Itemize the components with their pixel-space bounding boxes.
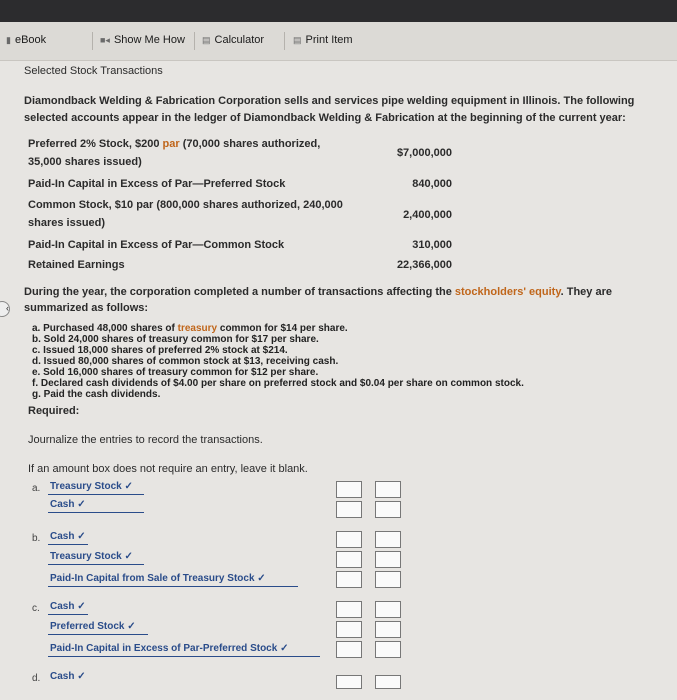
print-item-label: Print Item (305, 34, 353, 46)
debit-amount-input[interactable] (336, 675, 362, 689)
video-icon: ■◂ (100, 34, 110, 45)
account-apic-preferred: Paid-In Capital in Excess of Par—Preferred Stock (28, 178, 286, 190)
credit-amount-input[interactable] (375, 641, 401, 658)
divider (48, 634, 148, 635)
credit-amount-input[interactable] (375, 481, 401, 498)
previous-arrow-icon[interactable]: ‹ (0, 301, 10, 317)
intro-text: Diamondback Welding & Fabrication Corporation sells and services pipe welding equipment in Illinois. The following (24, 95, 635, 107)
entry-letter-a: a. (32, 483, 41, 494)
section-title: Selected Stock Transactions (24, 65, 163, 77)
check-icon: ✓ (127, 621, 136, 632)
check-icon: ✓ (77, 671, 86, 682)
check-icon: ✓ (257, 573, 266, 584)
transaction-c: c. Issued 18,000 shares of preferred 2% stock at $214. (32, 345, 288, 356)
calculator-icon: ▤ (202, 34, 211, 45)
calculator-button[interactable] (202, 34, 264, 46)
entry-letter-d: d. (32, 673, 41, 684)
toolbar-divider (284, 32, 285, 50)
account-select-cash[interactable]: Cash ✓ (50, 601, 86, 612)
account-select-preferred-stock[interactable]: Preferred Stock ✓ (50, 621, 136, 632)
account-retained-earnings: Retained Earnings (28, 259, 125, 271)
debit-amount-input[interactable] (336, 601, 362, 618)
credit-amount-input[interactable] (375, 551, 401, 568)
check-icon: ✓ (77, 499, 86, 510)
toolbar-divider (194, 32, 195, 50)
transaction-a: a. Purchased 48,000 shares of treasury common for $14 per share. (32, 323, 348, 334)
transaction-f: f. Declared cash dividends of $4.00 per share on preferred stock and $0.04 per share on common stock. (32, 378, 524, 389)
divider (48, 586, 298, 587)
toolbar (0, 22, 677, 61)
transaction-d: d. Issued 80,000 shares of common stock at $13, receiving cash. (32, 356, 339, 367)
amount-retained-earnings: 22,366,000 (396, 259, 452, 271)
divider (48, 494, 144, 495)
credit-amount-input[interactable] (375, 675, 401, 689)
divider (48, 656, 320, 657)
debit-amount-input[interactable] (336, 641, 362, 658)
transaction-e: e. Sold 16,000 shares of treasury common for $12 per share. (32, 367, 319, 378)
required-label: Required: (28, 405, 80, 417)
toolbar-divider (92, 32, 93, 50)
check-icon: ✓ (77, 531, 86, 542)
account-select-treasury-stock[interactable]: Treasury Stock ✓ (50, 481, 133, 492)
check-icon: ✓ (124, 551, 133, 562)
debit-amount-input[interactable] (336, 551, 362, 568)
account-select-paid-in-capital-treasury[interactable]: Paid-In Capital from Sale of Treasury Stock ✓ (50, 573, 266, 584)
debit-amount-input[interactable] (336, 621, 362, 638)
divider (48, 512, 144, 513)
account-select-cash[interactable]: Cash ✓ (50, 499, 86, 510)
print-icon: ▤ (293, 34, 302, 45)
problem-content (0, 61, 677, 700)
entry-letter-b: b. (32, 533, 41, 544)
account-preferred-stock-detail: 35,000 shares issued) (28, 156, 142, 168)
during-year-text: During the year, the corporation completed a number of transactions affecting the stockholders' equity. They are (24, 286, 612, 298)
account-preferred-stock: Preferred 2% Stock, $200 par (70,000 shares authorized, (28, 138, 321, 150)
book-icon: ▮ (6, 34, 11, 45)
account-select-cash[interactable]: Cash ✓ (50, 531, 86, 542)
ebook-label: eBook (14, 34, 47, 46)
credit-amount-input[interactable] (375, 501, 401, 518)
blank-note: If an amount box does not require an entry, leave it blank. (28, 463, 308, 475)
credit-amount-input[interactable] (375, 601, 401, 618)
credit-amount-input[interactable] (375, 571, 401, 588)
show-me-how-button[interactable] (100, 34, 185, 46)
transaction-g: g. Paid the cash dividends. (32, 389, 161, 400)
credit-amount-input[interactable] (375, 621, 401, 638)
account-apic-common: Paid-In Capital in Excess of Par—Common Stock (28, 239, 285, 251)
check-icon: ✓ (77, 601, 86, 612)
print-item-button[interactable] (293, 34, 353, 46)
debit-amount-input[interactable] (336, 531, 362, 548)
account-select-cash[interactable]: Cash ✓ (50, 671, 86, 682)
amount-common-stock: 2,400,000 (403, 209, 452, 221)
credit-amount-input[interactable] (375, 531, 401, 548)
debit-amount-input[interactable] (336, 571, 362, 588)
during-year-text: summarized as follows: (24, 302, 149, 314)
entry-letter-c: c. (32, 603, 40, 614)
stockholders-equity-link[interactable]: stockholders' equity (454, 286, 561, 298)
amount-apic-common: 310,000 (412, 239, 452, 251)
account-select-apic-preferred[interactable]: Paid-In Capital in Excess of Par-Preferred Stock ✓ (50, 643, 289, 654)
check-icon: ✓ (124, 481, 133, 492)
transaction-b: b. Sold 24,000 shares of treasury common for $17 per share. (32, 334, 319, 345)
account-common-stock-detail: shares issued) (28, 217, 106, 229)
account-common-stock: Common Stock, $10 par (800,000 shares authorized, 240,000 (28, 199, 343, 211)
top-dark-bar (0, 0, 677, 22)
debit-amount-input[interactable] (336, 501, 362, 518)
intro-text: selected accounts appear in the ledger of Diamondback Welding & Fabrication at the beginning of the current year: (24, 112, 626, 124)
show-me-how-label: Show Me How (113, 34, 185, 46)
divider (48, 564, 144, 565)
debit-amount-input[interactable] (336, 481, 362, 498)
divider (48, 544, 88, 545)
divider (48, 614, 88, 615)
check-icon: ✓ (280, 643, 289, 654)
amount-preferred-stock: $7,000,000 (396, 147, 452, 159)
calculator-label: Calculator (214, 34, 265, 46)
treasury-link[interactable]: treasury (177, 323, 218, 334)
instruction-text: Journalize the entries to record the transactions. (28, 434, 263, 446)
ebook-button[interactable] (6, 34, 46, 46)
account-select-treasury-stock[interactable]: Treasury Stock ✓ (50, 551, 133, 562)
amount-apic-preferred: 840,000 (412, 178, 452, 190)
